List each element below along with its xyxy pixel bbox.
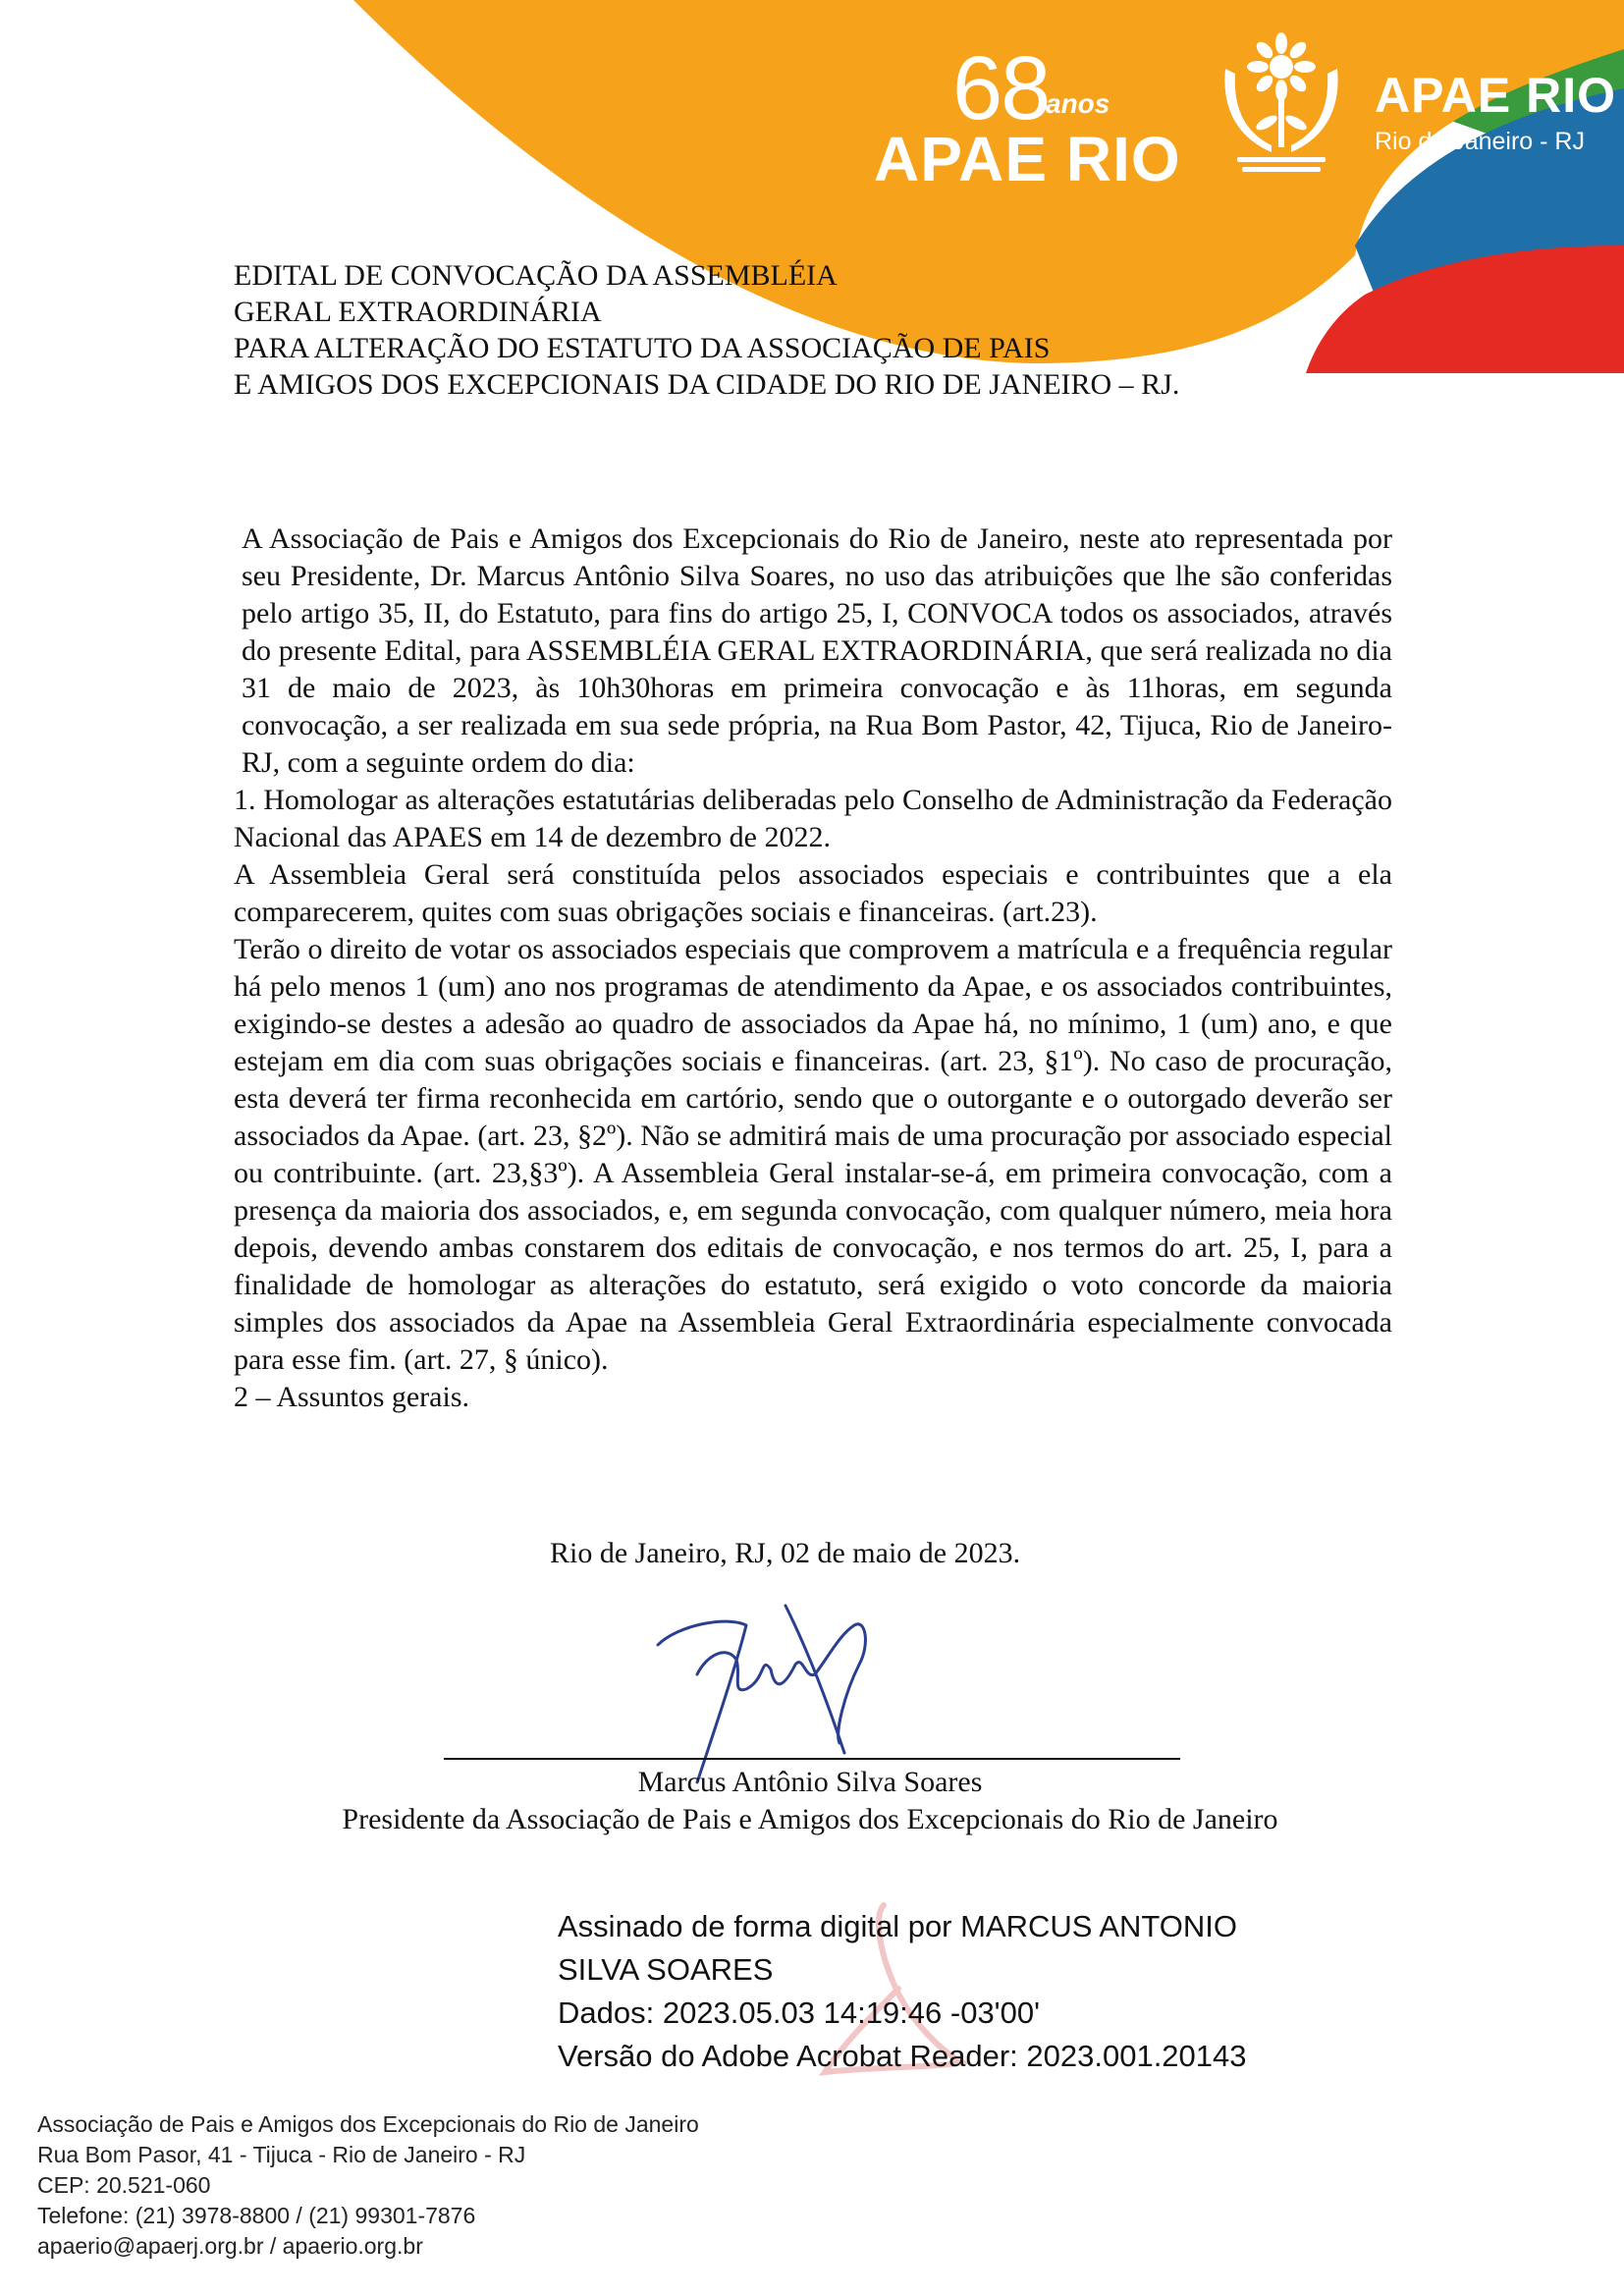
apae-flower-hands-icon [1218,29,1345,177]
signer-role: Presidente da Associação de Pais e Amigos dos Excepcionais do Rio de Janeiro [342,1803,1278,1835]
anniversary-name: APAE RIO [874,124,1181,194]
document-date: Rio de Janeiro, RJ, 02 de maio de 2023. [550,1537,1021,1569]
anniversary-suffix: anos [1046,88,1110,119]
footer-address: Rua Bom Pasor, 41 - Tijuca - Rio de Janeiro - RJ [37,2142,526,2167]
handwritten-signature [638,1586,933,1792]
signer-name: Marcus Antônio Silva Soares [637,1766,983,1798]
paragraph-agenda-item-1: 1. Homologar as alterações estatutárias deliberadas pelo Conselho de Administração da Federação Nacional das APAES em 14 de dezembro de 2022. [234,784,1392,853]
brand-name: APAE RIO [1375,68,1616,123]
brand-block [1375,68,1616,156]
digital-signature-line-3: Dados: 2023.05.03 14:19:46 -03'00' [558,1995,1041,2030]
signature-line [444,1758,1180,1760]
anniversary-number: 68 [952,38,1050,138]
footer-cep: CEP: 20.521-060 [37,2172,211,2198]
brand-location: Rio de Janeiro - RJ [1375,128,1585,155]
document-title [234,257,1179,403]
footer-org-name: Associação de Pais e Amigos dos Excepcionais do Rio de Janeiro [37,2111,699,2137]
footer-email-site: apaerio@apaerj.org.br / apaerio.org.br [37,2233,423,2259]
title-line-4: E AMIGOS DOS EXCEPCIONAIS DA CIDADE DO RIO DE JANEIRO – RJ. [234,368,1180,401]
title-line-3: PARA ALTERAÇÃO DO ESTATUTO DA ASSOCIAÇÃO DE PAIS [234,332,1051,364]
signer-block [295,1764,1326,1838]
paragraph-assembly-composition: A Assembleia Geral será constituída pelos associados especiais e contribuintes que a ela comparecerem, quites com suas obrigações sociais e financeiras. (art.23). [234,858,1392,928]
title-line-2: GERAL EXTRAORDINÁRIA [234,296,602,328]
digital-signature-line-1: Assinado de forma digital por MARCUS ANTONIO [558,1909,1238,1943]
banner-red-band [1306,246,1624,373]
digital-signature-info [558,1905,1247,2078]
document-body [234,520,1392,1416]
footer-phone: Telefone: (21) 3978-8800 / (21) 99301-7876 [37,2203,476,2228]
anniversary-logo [864,29,1188,196]
paragraph-convocation: A Associação de Pais e Amigos dos Excepcionais do Rio de Janeiro, neste ato representada por seu Presidente, Dr. Marcus Antônio Silva Soares, no uso das atribuições que lhe são conferidas pelo artigo 35, II, do Estatuto, para fins do artigo 25, I, CONVOCA todos os associados, através do presente Edital, para ASSEMBLÉIA GERAL EXTRAORDINÁRIA, que será realizada no dia 31 de maio de 2023, às 10h30horas em primeira convocação e às 11horas, em segunda convocação, a ser realizada em sua sede própria, na Rua Bom Pastor, 42, Tijuca, Rio de Janeiro-RJ, com a seguinte ordem do dia: [242,522,1392,779]
paragraph-agenda-item-2: 2 – Assuntos gerais. [234,1381,469,1413]
digital-signature-line-4: Versão do Adobe Acrobat Reader: 2023.001.20143 [558,2039,1247,2073]
paragraph-voting-rules: Terão o direito de votar os associados especiais que comprovem a matrícula e a frequência regular há pelo menos 1 (um) ano nos programas de atendimento da Apae, e os associados contribuintes, exigindo-se destes a adesão ao quadro de associados da Apae há, no mínimo, 1 (um) ano, e que estejam em dia com suas obrigações sociais e financeiras. (art. 23, §1º). No caso de procuração, esta deverá ter firma reconhecida em cartório, sendo que o outorgante e o outorgado deverão ser associados da Apae. (art. 23, §2º). Não se admitirá mais de uma procuração por associado especial ou contribuinte. (art. 23,§3º). A Assembleia Geral instalar-se-á, em primeira convocação, com a presença da maioria dos associados, e, em segunda convocação, com qualquer número, meia hora depois, devendo ambas constarem dos editais de convocação, e nos termos do art. 25, I, para a finalidade de homologar as alterações do estatuto, será exigido o voto concorde da maioria simples dos associados da Apae na Assembleia Geral Extraordinária especialmente convocada para esse fim. (art. 27, § único). [234,933,1392,1376]
digital-signature-line-2: SILVA SOARES [558,1952,774,1987]
footer-contact [37,2109,699,2262]
title-line-1: EDITAL DE CONVOCAÇÃO DA ASSEMBLÉIA [234,259,838,292]
